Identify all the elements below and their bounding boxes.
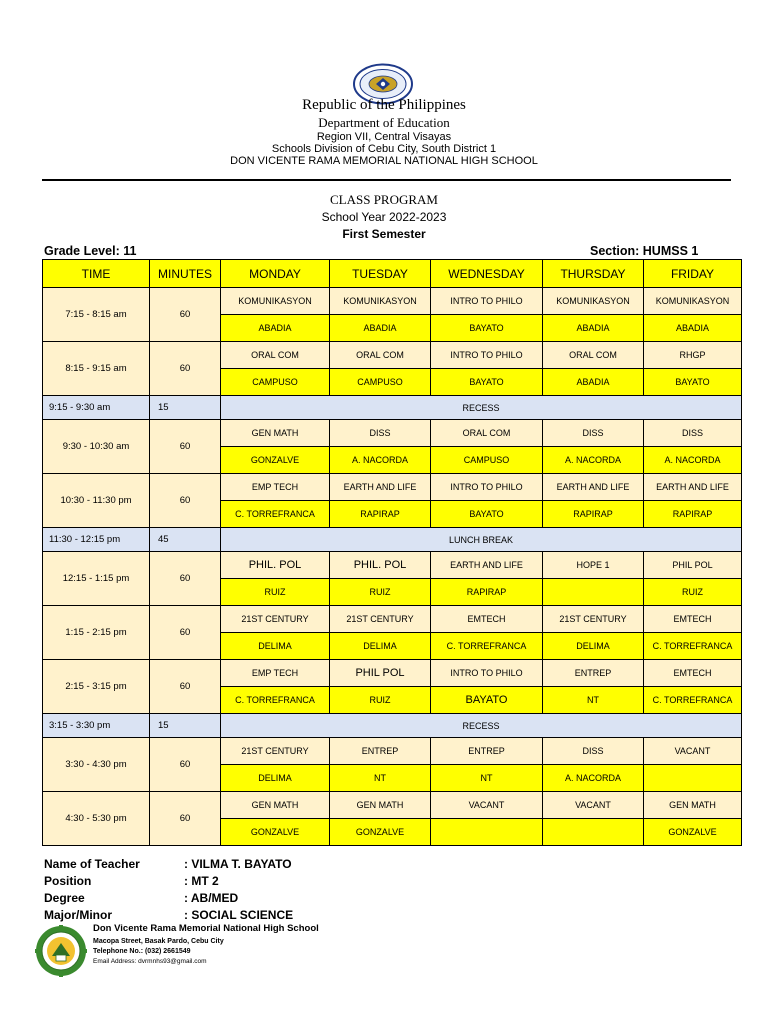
teacher-cell: RAPIRAP [431, 579, 543, 606]
grade-level: Grade Level: 11 [44, 244, 137, 258]
subject-cell: RHGP [644, 342, 742, 369]
subject-cell: ORAL COM [543, 342, 644, 369]
teacher-cell: ABADIA [543, 369, 644, 396]
teacher-cell: CAMPUSO [330, 369, 431, 396]
teacher-cell: GONZALVE [644, 819, 742, 846]
subject-cell: EARTH AND LIFE [644, 474, 742, 501]
time-cell: 9:15 - 9:30 am [43, 396, 150, 420]
teacher-cell: DELIMA [543, 633, 644, 660]
subject-cell: DISS [330, 420, 431, 447]
subject-cell: DISS [543, 420, 644, 447]
footer-school-name: Don Vicente Rama Memorial National High School [93, 923, 319, 934]
subject-cell: ENTREP [543, 660, 644, 687]
teacher-cell: RUIZ [330, 579, 431, 606]
subject-cell: PHIL POL [330, 660, 431, 687]
subject-row [43, 420, 742, 447]
subject-cell: EARTH AND LIFE [543, 474, 644, 501]
teacher-cell: RAPIRAP [644, 501, 742, 528]
division-heading: Schools Division of Cebu City, South District 1 [271, 143, 497, 155]
subject-cell: EARTH AND LIFE [431, 552, 543, 579]
subject-cell: INTRO TO PHILO [431, 474, 543, 501]
teacher-cell: NT [543, 687, 644, 714]
semester: First Semester [342, 227, 426, 241]
info-label: Position [44, 874, 92, 888]
minutes-cell: 60 [150, 474, 221, 528]
time-cell: 4:30 - 5:30 pm [43, 792, 150, 846]
subject-row [43, 342, 742, 369]
table-header-row [43, 260, 742, 288]
minutes-cell: 60 [150, 420, 221, 474]
teacher-cell: ABADIA [330, 315, 431, 342]
subject-cell: VACANT [431, 792, 543, 819]
subject-row [43, 792, 742, 819]
break-label: RECESS [221, 714, 742, 738]
subject-cell: GEN MATH [644, 792, 742, 819]
section: Section: HUMSS 1 [590, 244, 699, 258]
subject-row [43, 288, 742, 315]
teacher-cell: BAYATO [431, 501, 543, 528]
subject-cell: GEN MATH [221, 792, 330, 819]
teacher-cell: BAYATO [431, 315, 543, 342]
column-header: MONDAY [221, 260, 330, 288]
teacher-cell: RUIZ [221, 579, 330, 606]
teacher-cell: ABADIA [221, 315, 330, 342]
minutes-cell: 60 [150, 738, 221, 792]
time-cell: 12:15 - 1:15 pm [43, 552, 150, 606]
subject-cell: ORAL COM [431, 420, 543, 447]
subject-cell: 21ST CENTURY [221, 606, 330, 633]
subject-cell: HOPE 1 [543, 552, 644, 579]
column-header: THURSDAY [543, 260, 644, 288]
info-label: Major/Minor [44, 908, 112, 922]
minutes-cell: 60 [150, 288, 221, 342]
minutes-cell: 60 [150, 660, 221, 714]
subject-cell: KOMUNIKASYON [330, 288, 431, 315]
subject-cell: EMTECH [644, 660, 742, 687]
header-divider [42, 179, 731, 181]
teacher-info [44, 856, 293, 924]
teacher-cell [644, 765, 742, 792]
subject-cell: ENTREP [330, 738, 431, 765]
teacher-cell: A. NACORDA [543, 765, 644, 792]
teacher-cell: A. NACORDA [330, 447, 431, 474]
subject-cell: KOMUNIKASYON [543, 288, 644, 315]
subject-cell: ORAL COM [330, 342, 431, 369]
subject-cell: 21ST CENTURY [221, 738, 330, 765]
teacher-cell: RUIZ [644, 579, 742, 606]
region-heading: Region VII, Central Visayas [316, 131, 452, 143]
subject-cell: EMP TECH [221, 660, 330, 687]
minutes-cell: 60 [150, 342, 221, 396]
degree-row [44, 890, 293, 907]
footer-telephone: Telephone No.: (032) 2661549 [93, 948, 191, 955]
time-cell: 7:15 - 8:15 am [43, 288, 150, 342]
teacher-cell: BAYATO [431, 369, 543, 396]
minutes-cell: 60 [150, 792, 221, 846]
subject-cell: PHIL. POL [330, 552, 431, 579]
subject-row [43, 606, 742, 633]
teacher-cell: DELIMA [221, 633, 330, 660]
teacher-cell: DELIMA [221, 765, 330, 792]
break-row [43, 396, 742, 420]
teacher-cell: BAYATO [431, 687, 543, 714]
teacher-cell: ABADIA [644, 315, 742, 342]
subject-cell: EMTECH [431, 606, 543, 633]
subject-cell: GEN MATH [221, 420, 330, 447]
subject-row [43, 552, 742, 579]
subject-row [43, 474, 742, 501]
break-label: RECESS [221, 396, 742, 420]
teacher-cell: GONZALVE [221, 447, 330, 474]
info-value: : SOCIAL SCIENCE [184, 908, 294, 922]
position-row [44, 873, 293, 890]
time-cell: 3:15 - 3:30 pm [43, 714, 150, 738]
info-value: : MT 2 [184, 874, 219, 888]
minutes-cell: 60 [150, 606, 221, 660]
subject-row [43, 660, 742, 687]
subject-cell: 21ST CENTURY [543, 606, 644, 633]
teacher-cell: ABADIA [543, 315, 644, 342]
teacher-cell [431, 819, 543, 846]
time-cell: 8:15 - 9:15 am [43, 342, 150, 396]
school-year: School Year 2022-2023 [321, 210, 447, 224]
time-cell: 3:30 - 4:30 pm [43, 738, 150, 792]
break-label: LUNCH BREAK [221, 528, 742, 552]
subject-cell: EMP TECH [221, 474, 330, 501]
teacher-cell: C. TORREFRANCA [221, 501, 330, 528]
school-heading: DON VICENTE RAMA MEMORIAL NATIONAL HIGH SCHOOL [230, 155, 538, 167]
teacher-cell: NT [330, 765, 431, 792]
column-header: MINUTES [150, 260, 221, 288]
subject-cell: DISS [543, 738, 644, 765]
subject-cell: KOMUNIKASYON [644, 288, 742, 315]
info-value: : VILMA T. BAYATO [184, 857, 292, 871]
break-row [43, 714, 742, 738]
column-header: WEDNESDAY [431, 260, 543, 288]
subject-cell: 21ST CENTURY [330, 606, 431, 633]
subject-cell: ENTREP [431, 738, 543, 765]
teacher-cell: GONZALVE [330, 819, 431, 846]
column-header: TIME [43, 260, 150, 288]
subject-cell: GEN MATH [330, 792, 431, 819]
time-cell: 10:30 - 11:30 pm [43, 474, 150, 528]
teacher-cell: BAYATO [644, 369, 742, 396]
teacher-cell: GONZALVE [221, 819, 330, 846]
column-header: TUESDAY [330, 260, 431, 288]
teacher-cell: DELIMA [330, 633, 431, 660]
minutes-cell: 60 [150, 552, 221, 606]
teacher-cell: C. TORREFRANCA [644, 687, 742, 714]
teacher-cell [543, 579, 644, 606]
info-value: : AB/MED [184, 891, 239, 905]
footer [93, 923, 319, 967]
column-header: FRIDAY [644, 260, 742, 288]
teacher-cell: C. TORREFRANCA [431, 633, 543, 660]
school-logo-icon [35, 925, 87, 977]
subject-cell: VACANT [543, 792, 644, 819]
subject-cell: PHIL. POL [221, 552, 330, 579]
subject-cell: EMTECH [644, 606, 742, 633]
teacher-cell: NT [431, 765, 543, 792]
class-schedule-table [42, 259, 742, 846]
subject-cell: DISS [644, 420, 742, 447]
teacher-cell: CAMPUSO [221, 369, 330, 396]
minutes-cell: 15 [150, 396, 221, 420]
subject-cell: PHIL POL [644, 552, 742, 579]
teacher-cell [543, 819, 644, 846]
teacher-cell: C. TORREFRANCA [644, 633, 742, 660]
footer-email: Email Address: dvrmnhs93@gmail.com [93, 958, 207, 965]
time-cell: 2:15 - 3:15 pm [43, 660, 150, 714]
teacher-cell: RAPIRAP [330, 501, 431, 528]
info-label: Degree [44, 891, 85, 905]
subject-cell: EARTH AND LIFE [330, 474, 431, 501]
republic-heading: Republic of the Philippines [302, 97, 466, 113]
teacher-cell: RAPIRAP [543, 501, 644, 528]
footer-address: Macopa Street, Basak Pardo, Cebu City [93, 938, 224, 945]
subject-cell: INTRO TO PHILO [431, 660, 543, 687]
program-title: CLASS PROGRAM [329, 192, 438, 207]
minutes-cell: 45 [150, 528, 221, 552]
time-cell: 9:30 - 10:30 am [43, 420, 150, 474]
teacher-cell: A. NACORDA [644, 447, 742, 474]
subject-cell: VACANT [644, 738, 742, 765]
teacher-cell: CAMPUSO [431, 447, 543, 474]
subject-row [43, 738, 742, 765]
teacher-name-row [44, 856, 293, 873]
department-heading: Department of Education [318, 115, 450, 130]
break-row [43, 528, 742, 552]
teacher-cell: RUIZ [330, 687, 431, 714]
time-cell: 11:30 - 12:15 pm [43, 528, 150, 552]
major-minor-row [44, 907, 293, 924]
info-label: Name of Teacher [44, 857, 140, 871]
teacher-cell: A. NACORDA [543, 447, 644, 474]
subject-cell: INTRO TO PHILO [431, 288, 543, 315]
subject-cell: KOMUNIKASYON [221, 288, 330, 315]
minutes-cell: 15 [150, 714, 221, 738]
time-cell: 1:15 - 2:15 pm [43, 606, 150, 660]
teacher-cell: C. TORREFRANCA [221, 687, 330, 714]
subject-cell: INTRO TO PHILO [431, 342, 543, 369]
subject-cell: ORAL COM [221, 342, 330, 369]
